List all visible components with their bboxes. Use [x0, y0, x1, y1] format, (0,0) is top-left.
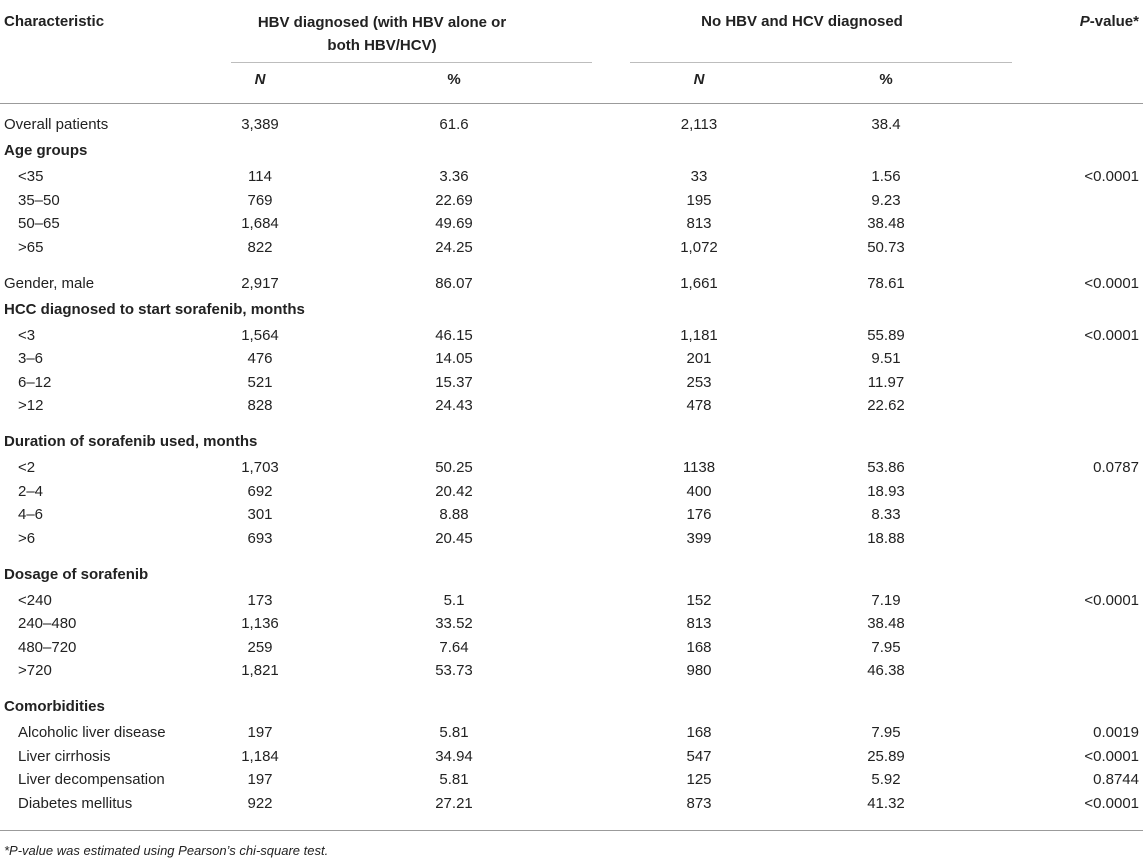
row-label: >12: [18, 397, 44, 415]
row-label: 35–50: [18, 191, 60, 209]
cell-no-hbv-hcv-percent: 38.48: [867, 215, 905, 233]
cell-hbv-n: 822: [247, 238, 273, 256]
spanner-rule-hbv: [231, 62, 592, 63]
cell-no-hbv-hcv-n: 873: [686, 794, 712, 812]
table-row: [0, 589, 1143, 613]
cell-no-hbv-hcv-percent: 22.62: [867, 397, 905, 415]
row-label: <3: [18, 326, 36, 344]
row-label: >720: [18, 662, 52, 680]
cell-hbv-n: 3,389: [241, 116, 279, 134]
cell-no-hbv-hcv-percent: 41.32: [867, 794, 905, 812]
row-label: Alcoholic liver disease: [18, 724, 166, 742]
cell-no-hbv-hcv-n: 168: [686, 724, 712, 742]
cell-no-hbv-hcv-percent: 11.97: [867, 373, 905, 391]
cell-hbv-n: 1,564: [241, 326, 279, 344]
table-row: [0, 612, 1143, 636]
cell-hbv-percent: 34.94: [435, 747, 473, 765]
cell-hbv-n: 1,136: [241, 615, 279, 633]
row-label: >6: [18, 529, 36, 547]
cell-no-hbv-hcv-n: 201: [686, 350, 712, 368]
cell-hbv-percent: 22.69: [435, 191, 473, 209]
row-label: 2–4: [18, 482, 44, 500]
cell-hbv-n: 2,917: [241, 274, 279, 292]
table-row: [0, 480, 1143, 504]
group-label: Comorbidities: [4, 698, 105, 716]
cell-no-hbv-hcv-n: 1,661: [680, 274, 718, 292]
row-label: Liver cirrhosis: [18, 747, 111, 765]
cell-hbv-percent: 24.25: [435, 238, 473, 256]
cell-hbv-n: 828: [247, 397, 273, 415]
cell-no-hbv-hcv-n: 813: [686, 615, 712, 633]
row-label: 480–720: [18, 638, 77, 656]
cell-hbv-n: 197: [247, 771, 273, 789]
cell-hbv-n: 197: [247, 724, 273, 742]
cell-no-hbv-hcv-n: 399: [686, 529, 712, 547]
header-no-hbv-hcv-group: No HBV and HCV diagnosed: [701, 13, 903, 30]
cell-p-value: <0.0001: [1084, 168, 1139, 186]
cell-no-hbv-hcv-percent: 5.92: [871, 771, 901, 789]
cell-hbv-n: 1,184: [241, 747, 279, 765]
cell-no-hbv-hcv-percent: 9.51: [871, 350, 901, 368]
cell-p-value: <0.0001: [1084, 794, 1139, 812]
table-row: [0, 503, 1143, 527]
group-label: Dosage of sorafenib: [4, 565, 149, 583]
cell-no-hbv-hcv-n: 168: [686, 638, 712, 656]
cell-no-hbv-hcv-percent: 7.95: [871, 638, 901, 656]
cell-hbv-percent: 33.52: [435, 615, 473, 633]
subheader-no-hbv-hcv-percent: %: [879, 71, 893, 88]
cell-hbv-percent: 5.81: [439, 724, 469, 742]
cell-hbv-percent: 20.45: [435, 529, 473, 547]
cell-hbv-percent: 8.88: [439, 506, 469, 524]
cell-no-hbv-hcv-n: 195: [686, 191, 712, 209]
bottom-rule: [0, 830, 1143, 831]
cell-p-value: 0.0787: [1093, 459, 1139, 477]
header-characteristic: Characteristic: [4, 13, 105, 30]
header-hbv-group: HBV diagnosed (with HBV alone or both HBV/HCV): [257, 13, 507, 54]
cell-no-hbv-hcv-percent: 55.89: [867, 326, 905, 344]
cell-hbv-percent: 86.07: [435, 274, 473, 292]
row-label: >65: [18, 238, 44, 256]
table-row: [0, 272, 1143, 296]
cell-hbv-n: 1,821: [241, 662, 279, 680]
header-rule: [0, 103, 1143, 104]
cell-no-hbv-hcv-n: 1138: [682, 459, 716, 477]
cell-hbv-percent: 24.43: [435, 397, 473, 415]
row-label: 240–480: [18, 615, 77, 633]
cell-hbv-percent: 50.25: [435, 459, 473, 477]
cell-no-hbv-hcv-n: 813: [686, 215, 712, 233]
cell-no-hbv-hcv-n: 125: [686, 771, 712, 789]
cell-hbv-percent: 5.81: [439, 771, 469, 789]
group-label: HCC diagnosed to start sorafenib, months: [4, 300, 305, 318]
group-header-row: [0, 695, 1143, 719]
table-row: [0, 371, 1143, 395]
header-p-value: [1080, 13, 1139, 31]
table-row: [0, 113, 1143, 137]
row-label: <35: [18, 168, 44, 186]
row-label: Liver decompensation: [18, 771, 165, 789]
cell-hbv-n: 1,703: [241, 459, 279, 477]
cell-hbv-percent: 53.73: [435, 662, 473, 680]
row-label: 6–12: [18, 373, 52, 391]
cell-no-hbv-hcv-n: 2,113: [680, 116, 718, 134]
group-label: Age groups: [4, 142, 88, 160]
row-label: 50–65: [18, 215, 60, 233]
row-label: Diabetes mellitus: [18, 794, 133, 812]
table-row: [0, 165, 1143, 189]
cell-hbv-n: 259: [247, 638, 273, 656]
cell-no-hbv-hcv-percent: 46.38: [867, 662, 905, 680]
cell-hbv-n: 693: [247, 529, 273, 547]
cell-hbv-n: 114: [248, 168, 272, 186]
cell-hbv-percent: 14.05: [435, 350, 473, 368]
cell-p-value: <0.0001: [1084, 326, 1139, 344]
row-label: <2: [18, 459, 36, 477]
cell-no-hbv-hcv-percent: 1.56: [871, 168, 901, 186]
table-row: [0, 394, 1143, 418]
cell-no-hbv-hcv-n: 1,072: [680, 238, 718, 256]
row-label: <240: [18, 591, 52, 609]
row-label: 4–6: [18, 506, 44, 524]
cell-p-value: <0.0001: [1084, 274, 1139, 292]
group-label: Duration of sorafenib used, months: [4, 433, 258, 451]
cell-p-value: 0.8744: [1093, 771, 1139, 789]
cell-no-hbv-hcv-n: 253: [686, 373, 712, 391]
cell-hbv-n: 692: [247, 482, 273, 500]
cell-no-hbv-hcv-percent: 7.19: [871, 591, 901, 609]
table-footnote: *P-value was estimated using Pearson’s chi-square test.: [4, 843, 329, 858]
cell-no-hbv-hcv-percent: 78.61: [867, 274, 905, 292]
cell-no-hbv-hcv-percent: 25.89: [867, 747, 905, 765]
table-row: [0, 212, 1143, 236]
table-row: [0, 324, 1143, 348]
group-header-row: [0, 298, 1143, 322]
table-row: [0, 792, 1143, 816]
cell-no-hbv-hcv-n: 152: [686, 591, 712, 609]
cell-no-hbv-hcv-percent: 18.93: [867, 482, 905, 500]
cell-no-hbv-hcv-n: 980: [686, 662, 712, 680]
table-row: [0, 236, 1143, 260]
cell-no-hbv-hcv-n: 547: [686, 747, 712, 765]
cell-no-hbv-hcv-n: 478: [686, 397, 712, 415]
cell-no-hbv-hcv-percent: 7.95: [871, 724, 901, 742]
cell-hbv-percent: 5.1: [443, 591, 465, 609]
cell-no-hbv-hcv-percent: 18.88: [867, 529, 905, 547]
cell-hbv-percent: 15.37: [435, 373, 473, 391]
cell-no-hbv-hcv-n: 176: [686, 506, 712, 524]
cell-no-hbv-hcv-percent: 53.86: [867, 459, 905, 477]
cell-no-hbv-hcv-n: 33: [690, 168, 708, 186]
table-row: [0, 659, 1143, 683]
header-p-value-text: P-value*: [1079, 13, 1139, 30]
table-body: [0, 113, 1143, 815]
table-row: [0, 745, 1143, 769]
subheader-hbv-percent: %: [447, 71, 461, 88]
cell-hbv-n: 476: [247, 350, 273, 368]
cell-p-value: 0.0019: [1093, 724, 1139, 742]
group-header-row: [0, 139, 1143, 163]
table-row: [0, 768, 1143, 792]
cell-no-hbv-hcv-percent: 9.23: [871, 191, 901, 209]
cell-hbv-percent: 61.6: [439, 116, 469, 134]
table-row: [0, 347, 1143, 371]
table-row: [0, 456, 1143, 480]
cell-hbv-percent: 3.36: [439, 168, 469, 186]
subheader-no-hbv-hcv-n: N: [693, 71, 705, 88]
cell-hbv-n: 521: [247, 373, 273, 391]
table-row: [0, 721, 1143, 745]
cell-p-value: <0.0001: [1084, 747, 1139, 765]
group-header-row: [0, 430, 1143, 454]
row-label: Gender, male: [4, 274, 95, 292]
cell-hbv-n: 173: [247, 591, 273, 609]
cell-no-hbv-hcv-n: 400: [686, 482, 712, 500]
cell-hbv-n: 301: [247, 506, 273, 524]
group-header-row: [0, 563, 1143, 587]
cell-hbv-percent: 46.15: [435, 326, 473, 344]
table-row: [0, 636, 1143, 660]
cell-hbv-n: 1,684: [241, 215, 279, 233]
cell-hbv-n: 922: [247, 794, 273, 812]
cell-p-value: <0.0001: [1084, 591, 1139, 609]
table-row: [0, 189, 1143, 213]
cell-hbv-percent: 27.21: [435, 794, 473, 812]
row-label: 3–6: [18, 350, 44, 368]
cell-hbv-percent: 20.42: [435, 482, 473, 500]
cell-no-hbv-hcv-percent: 8.33: [871, 506, 901, 524]
cell-no-hbv-hcv-n: 1,181: [680, 326, 718, 344]
row-label: Overall patients: [4, 116, 109, 134]
cell-hbv-percent: 49.69: [435, 215, 473, 233]
cell-hbv-percent: 7.64: [439, 638, 469, 656]
cell-hbv-n: 769: [247, 191, 273, 209]
spanner-rule-no-hbv-hcv: [630, 62, 1012, 63]
table-row: [0, 527, 1143, 551]
cell-no-hbv-hcv-percent: 50.73: [867, 238, 905, 256]
cell-no-hbv-hcv-percent: 38.48: [867, 615, 905, 633]
subheader-hbv-n: N: [254, 71, 266, 88]
cell-no-hbv-hcv-percent: 38.4: [871, 116, 901, 134]
